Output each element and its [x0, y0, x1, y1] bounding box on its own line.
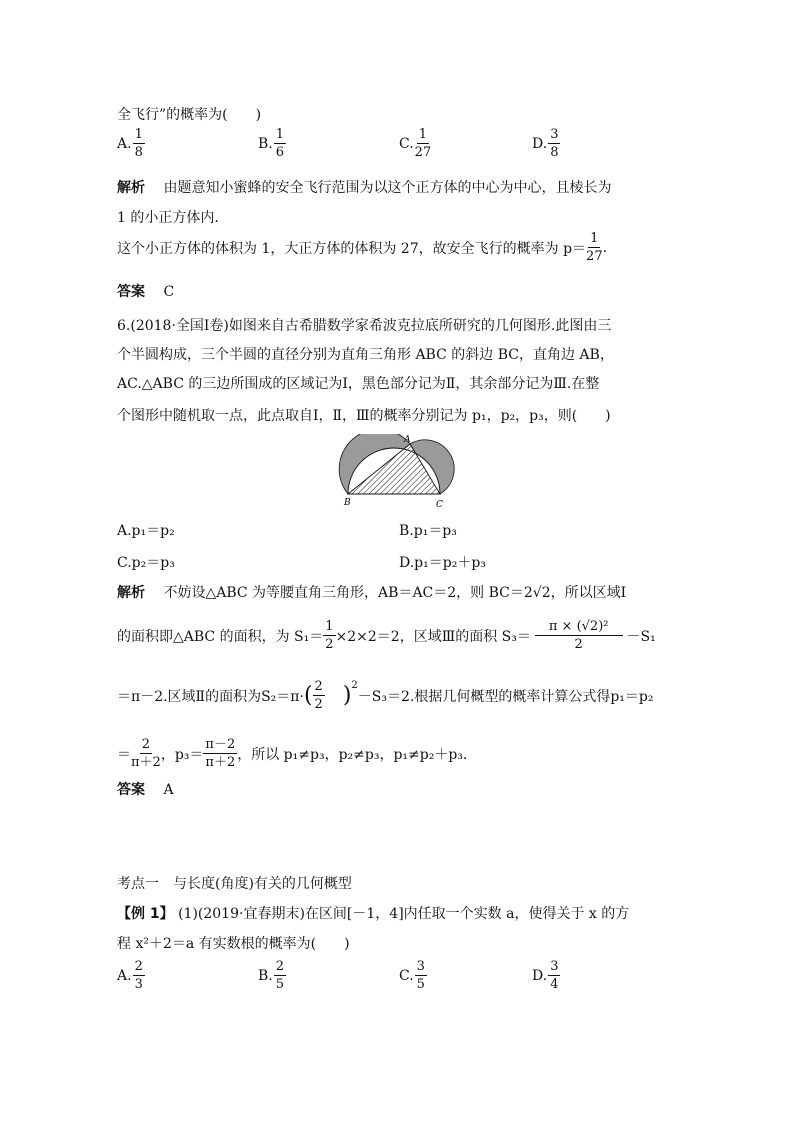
fraction-s3 — [535, 620, 623, 651]
q6-stem-line-4: 个图形中随机取一点，此点取自Ⅰ，Ⅱ，Ⅲ的概率分别记为 p₁，p₂，p₃，则( ) — [117, 408, 611, 424]
vertex-b-label: B — [344, 498, 351, 508]
fraction-numerator: 2 — [141, 737, 151, 752]
period: . — [602, 239, 608, 256]
fraction-numerator: 3 — [550, 127, 559, 142]
example-tag: 【例 1】 — [117, 906, 174, 922]
ex1-option-a — [117, 960, 145, 991]
analysis-tag: 解析 — [117, 180, 145, 196]
q6-answer — [117, 779, 174, 799]
vertex-a-label: A — [404, 435, 411, 445]
fraction-numerator: 1 — [418, 127, 428, 142]
fraction-numerator: 3 — [550, 959, 559, 974]
ex1-option-c — [399, 960, 427, 991]
fraction-numerator: 1 — [590, 231, 599, 246]
fraction-denominator: 8 — [134, 145, 143, 160]
fraction-denominator: 8 — [550, 145, 559, 160]
example-text: (1)(2019·宜春期末)在区间[－1，4]内任取一个实数 a，使得关于 x 的方 — [178, 906, 630, 922]
fraction-numerator: 2 — [275, 959, 285, 974]
probability-fraction — [586, 232, 603, 263]
fraction-p1 — [131, 738, 161, 769]
option-fraction — [133, 128, 145, 159]
q5-option-a — [117, 128, 145, 159]
answer-value: A — [163, 782, 174, 798]
option-label: B. — [258, 135, 273, 152]
fraction-denominator: 3 — [134, 977, 143, 992]
fraction-denominator: 5 — [416, 977, 425, 992]
fraction-denominator: 27 — [414, 145, 432, 160]
fraction-numerator: 3 — [416, 959, 425, 974]
q6-stem-line-3: AC.△ABC 的三边所围成的区域记为Ⅰ，黑色部分记为Ⅱ，其余部分记为Ⅲ.在整 — [117, 376, 600, 392]
analysis-text: 不妨设△ABC 为等腰直角三角形，AB＝AC＝2，则 BC＝2√2，所以区域Ⅰ — [163, 585, 627, 601]
option-fraction — [133, 960, 145, 991]
q6-option-c: C.p₂＝p₃ — [117, 555, 175, 571]
option-label: D. — [532, 135, 548, 152]
answer-value: C — [163, 284, 175, 300]
q5-analysis-line-1 — [117, 177, 611, 197]
fraction-numerator: 1 — [275, 127, 285, 142]
option-fraction — [548, 960, 560, 991]
fraction-numerator: π－2 — [205, 737, 236, 752]
hippocrates-lunes-figure — [338, 434, 458, 510]
q5-analysis-line-2: 1 的小正方体内. — [117, 210, 219, 226]
answer-tag: 答案 — [117, 782, 145, 798]
q6-option-d: D.p₁＝p₂＋p₃ — [399, 555, 486, 571]
fraction-s2 — [313, 680, 325, 711]
analysis-text: ，所以 p₁≠p₃，p₂≠p₃，p₁≠p₂＋p₃. — [237, 746, 468, 763]
section-heading: 考点一 与长度(角度)有关的几何概型 — [117, 876, 352, 892]
analysis-text: ＝π－2.区域Ⅱ的面积为S₂＝π· — [117, 688, 304, 705]
analysis-text: －S₃＝2.根据几何概型的概率计算公式得p₁＝p₂ — [357, 688, 654, 705]
q6-analysis-line-2 — [117, 620, 656, 651]
fraction-numerator: π × (√2)² — [535, 620, 623, 636]
q6-analysis-line-4 — [117, 738, 467, 769]
fraction-denominator: 6 — [275, 145, 285, 160]
option-label: C. — [399, 967, 414, 984]
left-paren: ( — [303, 682, 313, 708]
analysis-text: ，p₃＝ — [160, 746, 204, 763]
fraction-numerator: 2 — [314, 679, 323, 694]
q6-option-b: B.p₁＝p₃ — [399, 523, 457, 539]
analysis-text: 的面积即△ABC 的面积，为 S₁＝ — [117, 628, 324, 645]
q6-stem-line-1: 6.(2018·全国Ⅰ卷)如图来自古希腊数学家希波克拉底所研究的几何图形.此图由三 — [117, 318, 612, 334]
answer-tag: 答案 — [117, 284, 145, 300]
fraction-numerator: 2 — [134, 959, 143, 974]
analysis-text: 由题意知小蜜蜂的安全飞行范围为以这个正方体的中心为中心，且棱长为 — [163, 180, 612, 196]
analysis-text: ×2×2＝2，区域Ⅲ的面积 S₃＝ — [335, 628, 531, 645]
fraction-denominator: 27 — [586, 249, 603, 264]
fraction-p3 — [203, 738, 237, 769]
q5-question-tail: 全飞行”的概率为( ) — [117, 107, 262, 123]
option-fraction — [415, 960, 427, 991]
fraction-denominator: 2 — [314, 697, 323, 712]
fraction-denominator: π＋2 — [205, 755, 236, 770]
option-fraction — [274, 128, 286, 159]
option-label: A. — [117, 967, 132, 984]
option-fraction — [415, 128, 432, 159]
analysis-tag: 解析 — [117, 585, 145, 601]
right-paren: ) — [342, 682, 352, 708]
analysis-text: 这个小正方体的体积为 1，大正方体的体积为 27，故安全飞行的概率为 p＝ — [117, 240, 587, 257]
analysis-text: ＝ — [117, 746, 131, 763]
option-label: C. — [399, 135, 414, 152]
q5-analysis-line-3 — [117, 232, 607, 263]
ex1-option-d — [532, 960, 560, 991]
q5-option-c — [399, 128, 431, 159]
fraction-denominator: 2 — [325, 637, 334, 652]
example-1-line-1 — [117, 903, 629, 923]
q5-option-b — [258, 128, 286, 159]
analysis-text: －S₁ — [626, 628, 656, 645]
fraction-numerator: 1 — [325, 619, 334, 634]
fraction-denominator: 4 — [550, 977, 559, 992]
q5-option-d — [532, 128, 560, 159]
option-label: A. — [117, 135, 132, 152]
option-label: D. — [532, 967, 548, 984]
option-fraction — [274, 960, 286, 991]
q6-analysis-line-1 — [117, 582, 626, 602]
fraction-numerator: 1 — [134, 127, 143, 142]
q6-option-a: A.p₁＝p₂ — [117, 523, 175, 539]
fraction-one-half — [323, 620, 335, 651]
square-exponent: 2 — [351, 680, 358, 691]
example-1-line-2: 程 x²＋2＝a 有实数根的概率为( ) — [117, 936, 350, 952]
option-fraction — [548, 128, 560, 159]
fraction-denominator: π＋2 — [131, 755, 161, 770]
q6-analysis-line-3 — [117, 680, 654, 711]
vertex-c-label: C — [436, 500, 443, 510]
fraction-denominator: 5 — [275, 977, 285, 992]
ex1-option-b — [258, 960, 286, 991]
option-label: B. — [258, 967, 273, 984]
q6-stem-line-2: 个半圆构成，三个半圆的直径分别为直角三角形 ABC 的斜边 BC，直角边 AB， — [117, 347, 614, 363]
fraction-denominator: 2 — [574, 637, 583, 652]
q5-answer — [117, 281, 174, 301]
